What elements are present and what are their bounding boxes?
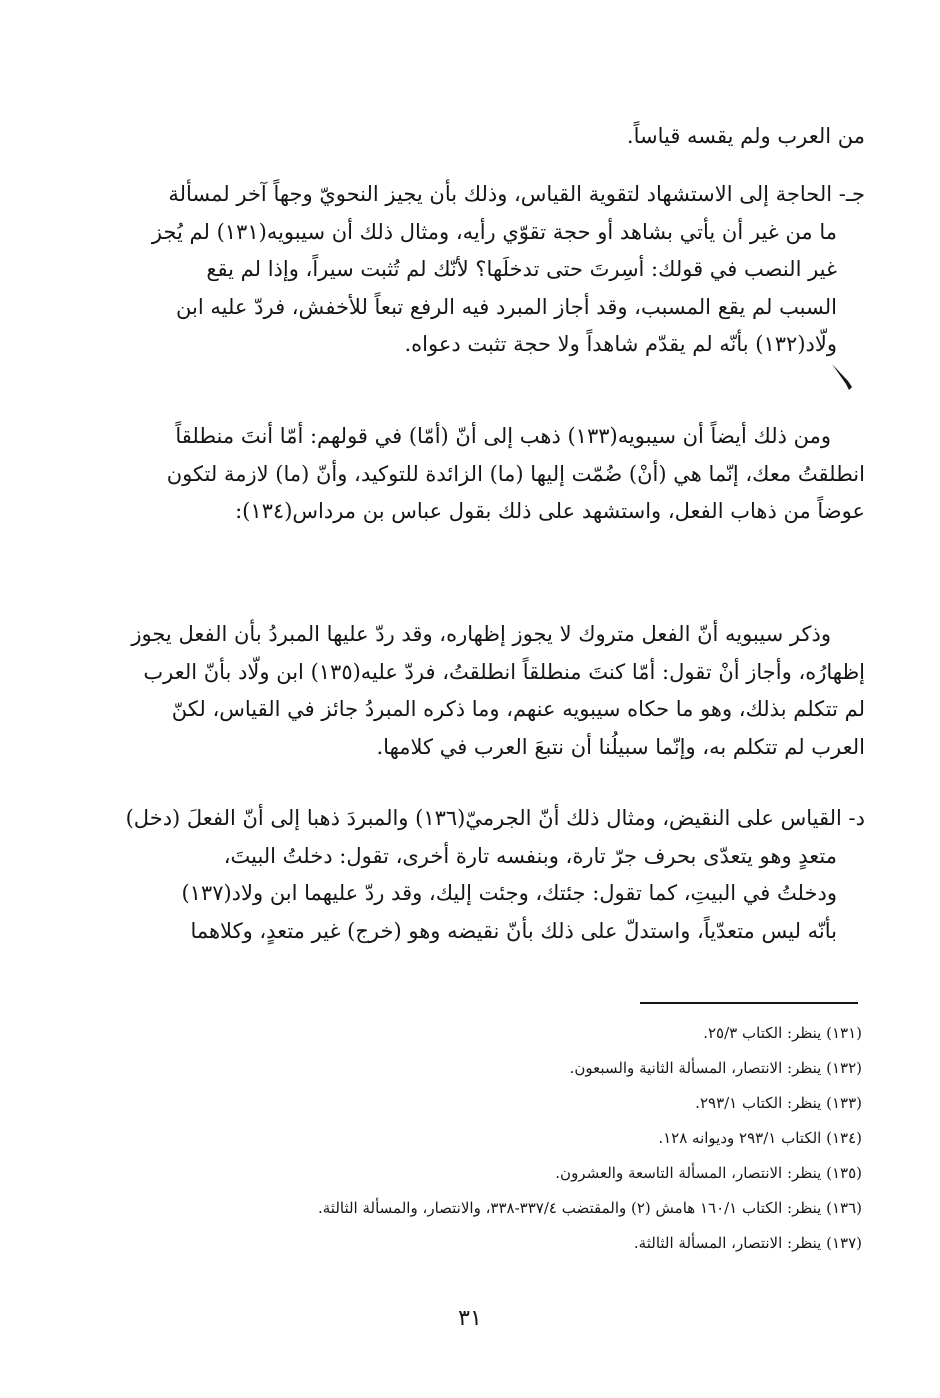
page-number: ٣١ [458,1306,482,1331]
paragraph-continuation [100,118,865,156]
footnote-item: (١٣٦) ينظر: الكتاب ١٦٠/١ هامش (٢) والمقتضب ٣٣٧/٤-٣٣٨، والانتصار، والمسألة الثالثة. [317,1199,862,1217]
footnote-item: (١٣٣) ينظر: الكتاب ٢٩٣/١. [695,1094,862,1112]
paragraph-item-dal [100,800,865,950]
pen-mark-icon [828,360,862,394]
footnote-item: (١٣٢) ينظر: الانتصار، المسألة الثانية والسبعون. [569,1059,862,1077]
text-line: وذكر سيبويه أنّ الفعل متروك لا يجوز إظهاره، وقد ردّ عليها المبردُ بأن الفعل يجوز [131,622,831,646]
text-line: عوضاً من ذهاب الفعل، واستشهد على ذلك بقول عباس بن مرداس(١٣٤): [235,499,865,523]
text-line: ما من غير أن يأتي بشاهد أو حجة تقوّي رأيه، ومثال ذلك أن سيبويه(١٣١) لم يُجز [151,219,837,244]
text-line: ومن ذلك أيضاً أن سيبويه(١٣٣) ذهب إلى أنّ (أمّا) في قولهم: أمّا أنتَ منطلقاً [175,424,831,448]
text-line: بأنّه ليس متعدّياً، واستدلّ على ذلك بأنّ نقيضه وهو (خرج) غير متعدٍ، وكلاهما [190,918,837,943]
text-line: إظهارُه، وأجاز أنْ تقول: أمّا كنتَ منطلقاً انطلقتُ، فردّ عليه(١٣٥) ابن ولّاد بأنّ العرب [143,659,865,684]
footnote-separator [640,1002,858,1004]
text-line: متعدٍ وهو يتعدّى بحرف جرّ تارة، وبنفسه تارة أخرى، تقول: دخلتُ البيتَ، [223,843,837,868]
text-line: ولّاد(١٣٢) بأنّه لم يقدّم شاهداً ولا حجة تثبت دعواه. [404,332,837,356]
footnotes [150,1016,862,1261]
text-line: غير النصب في قولك: أسِرتَ حتى تدخلَها؟ لأنّك لم تُثبت سيراً، وإذا لم يقع [206,257,837,281]
footnote-item: (١٣٥) ينظر: الانتصار، المسألة التاسعة والعشرون. [555,1164,862,1182]
text-line: لم تتكلم بذلك، وهو ما حكاه سيبويه عنهم، وما ذكره المبردُ جائز في القياس، لكنّ [171,697,865,721]
text-line: العرب لم تتكلم به، وإنّما سبيلُنا أن نتبعَ العرب في كلامها. [376,734,865,759]
footnote-item: (١٣١) ينظر: الكتاب ٢٥/٣. [703,1024,862,1042]
text-line: من العرب ولم يقسه قياساً. [626,124,865,148]
paragraph-sibawayh-verb [100,616,865,766]
text-line: ودخلتُ في البيتِ، كما تقول: جئتك، وجئت إليك، وقد ردّ عليهما ابن ولاد(١٣٧) [181,881,837,905]
paragraph-amma [100,418,865,531]
footnote-item: (١٣٤) الكتاب ٢٩٣/١ وديوانه ١٢٨. [658,1129,862,1147]
text-line: جـ- الحاجة إلى الاستشهاد لتقوية القياس، وذلك بأن يجيز النحويّ وجهاً آخر لمسألة [168,182,865,206]
paragraph-item-jeem [100,176,865,364]
text-line: د- القياس على النقيض، ومثال ذلك أنّ الجرميّ(١٣٦) والمبردَ ذهبا إلى أنّ الفعلَ (دخل) [125,806,865,830]
text-line: انطلقتُ معك، إنّما هي (أنْ) ضُمّت إليها (ما) الزائدة للتوكيد، وأنّ (ما) لازمة لتكون [166,461,865,486]
text-line: السبب لم يقع المسبب، وقد أجاز المبرد فيه الرفع تبعاً للأخفش، فردّ عليه ابن [176,294,837,319]
footnote-item: (١٣٧) ينظر: الانتصار، المسألة الثالثة. [633,1234,862,1252]
